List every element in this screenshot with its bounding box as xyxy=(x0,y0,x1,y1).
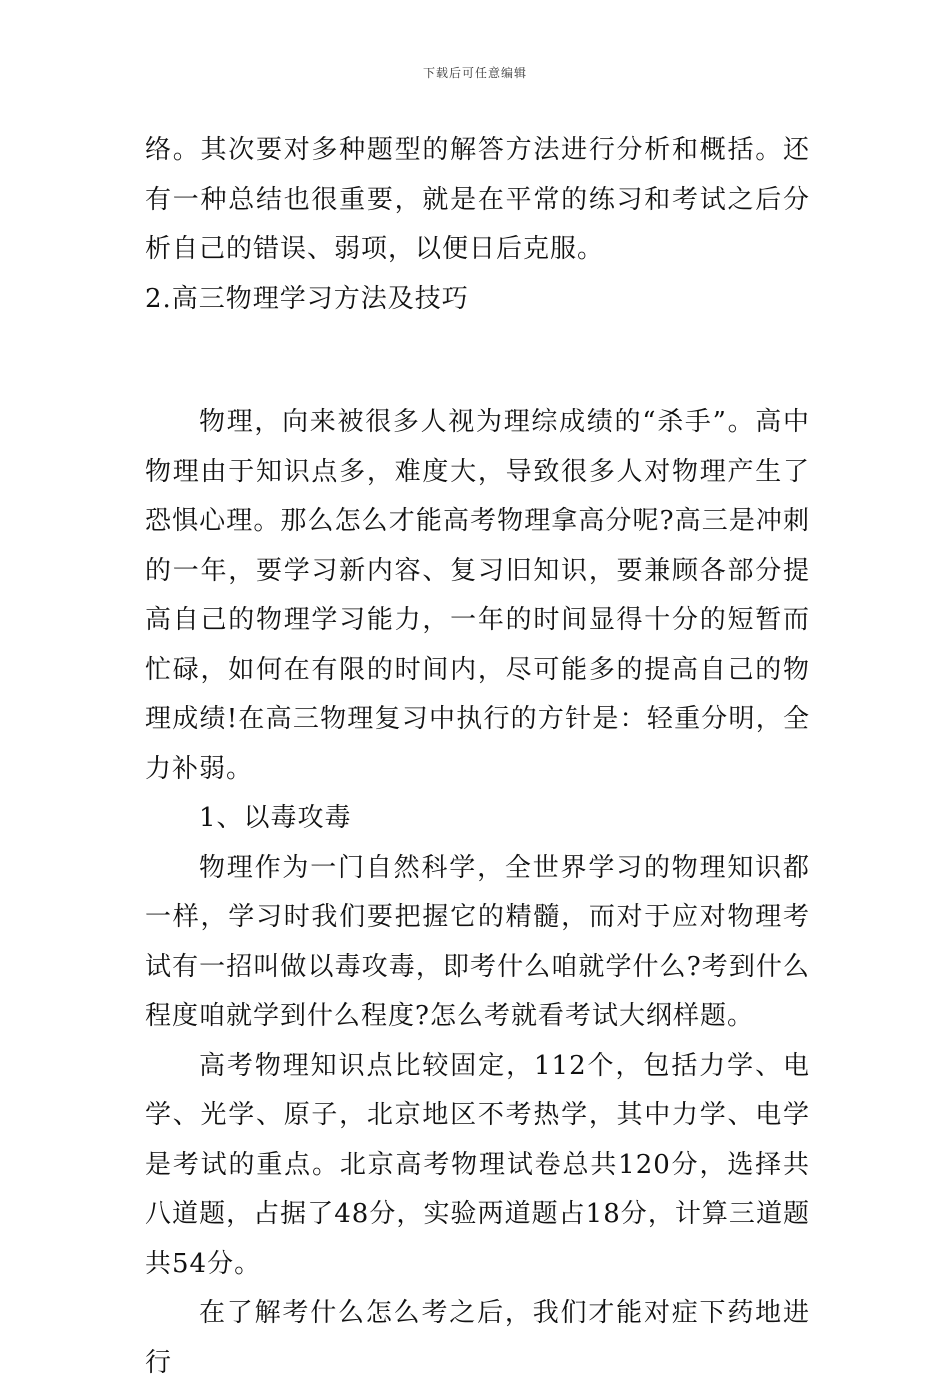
paragraph-continuation: 在了解考什么怎么考之后，我们才能对症下药地进行 xyxy=(145,1298,810,1378)
paragraph-intro-physics: 物理，向来被很多人视为理综成绩的“杀手”。高中物理由于知识点多，难度大，导致很多人对物理产生了恐惧心理。那么怎么才能高考物理拿高分呢?高三是冲刺的一年，要学习新内容、复习旧知识，要兼顾各部分提高自己的物理学习能力，一年的时间显得十分的短暂而忙碌，如何在有限的时间内，尽可能多的提高自己的物理成绩!在高三物理复习中执行的方针是：轻重分明，全力补弱。 xyxy=(145,407,810,784)
subheading-method-1: 1、以毒攻毒 xyxy=(199,803,352,833)
document-body xyxy=(145,126,810,1388)
paragraph-exam-strategy: 物理作为一门自然科学，全世界学习的物理知识都一样，学习时我们要把握它的精髓，而对于应对物理考试有一招叫做以毒攻毒，即考什么咱就学什么?考到什么程度咱就学到什么程度?怎么考就看考试大纲样题。 xyxy=(145,852,810,1031)
intro-paragraph: 络。其次要对多种题型的解答方法进行分析和概括。还有一种总结也很重要，就是在平常的练习和考试之后分析自己的错误、弱项，以便日后克服。 xyxy=(145,135,810,264)
paragraph-knowledge-points: 高考物理知识点比较固定，112个，包括力学、电学、光学、原子，北京地区不考热学，其中力学、电学是考试的重点。北京高考物理试卷总共120分，选择共八道题，占据了48分，实验两道题占18分，计算三道题共54分。 xyxy=(145,1050,810,1279)
page-header: 下载后可任意编辑 xyxy=(422,66,527,80)
section-heading: 2.高三物理学习方法及技巧 xyxy=(145,283,469,314)
